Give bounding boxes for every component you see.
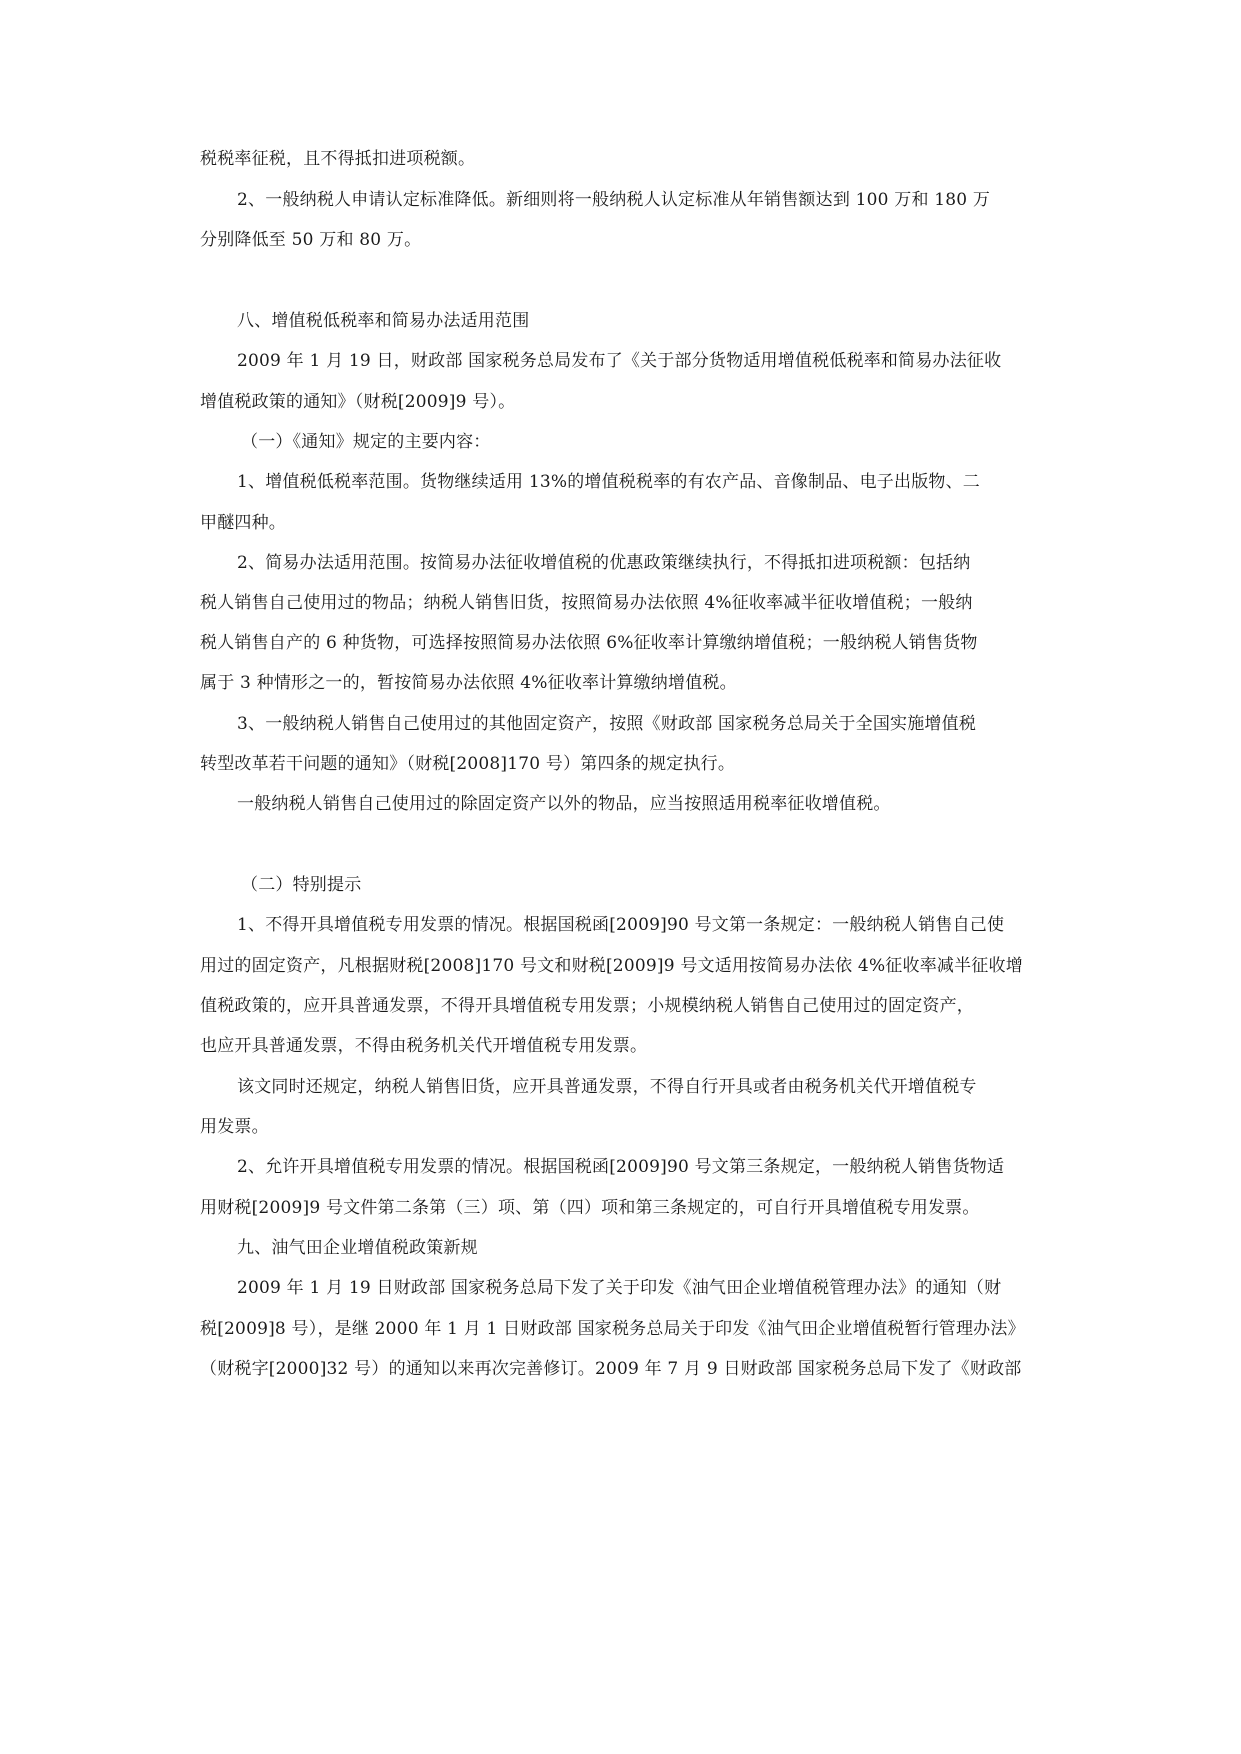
text-line: 用发票。 — [200, 1117, 269, 1137]
text-line: 甲醚四种。 — [200, 513, 286, 533]
text-line: 值税政策的，应开具普通发票，不得开具增值税专用发票；小规模纳税人销售自己使用过的固定资产， — [200, 996, 974, 1016]
subsection-heading: （一）《通知》规定的主要内容： — [241, 432, 491, 452]
text-line: 税人销售自产的 6 种货物，可选择按照简易办法依照 6%征收率计算缴纳增值税；一般纳税人销售货物 — [200, 633, 978, 653]
text-line: 增值税政策的通知》（财税[2009]9 号）。 — [200, 392, 516, 412]
text-line: 2009 年 1 月 19 日，财政部 国家税务总局发布了《关于部分货物适用增值税低税率和简易办法征收 — [237, 351, 1002, 371]
text-line: 税人销售自己使用过的物品；纳税人销售旧货，按照简易办法依照 4%征收率减半征收增值税；一般纳 — [200, 593, 973, 613]
text-line: 一般纳税人销售自己使用过的除固定资产以外的物品，应当按照适用税率征收增值税。 — [237, 794, 891, 814]
subsection-heading: （二）特别提示 — [241, 875, 362, 895]
text-line: 分别降低至 50 万和 80 万。 — [200, 230, 422, 250]
text-line: 该文同时还规定，纳税人销售旧货，应开具普通发票，不得自行开具或者由税务机关代开增值税专 — [237, 1077, 977, 1097]
text-line: 2、简易办法适用范围。按简易办法征收增值税的优惠政策继续执行，不得抵扣进项税额：包括纳 — [237, 553, 971, 573]
text-line: （财税字[2000]32 号）的通知以来再次完善修订。2009 年 7 月 9 日财政部 国家税务总局下发了《财政部 — [200, 1359, 1022, 1379]
text-line: 也应开具普通发票，不得由税务机关代开增值税专用发票。 — [200, 1036, 648, 1056]
text-line: 税[2009]8 号），是继 2000 年 1 月 1 日财政部 国家税务总局关于印发《油气田企业增值税暂行管理办法》 — [200, 1319, 1025, 1339]
text-line: 2、一般纳税人申请认定标准降低。新细则将一般纳税人认定标准从年销售额达到 100 万和 180 万 — [237, 190, 991, 210]
text-line: 用过的固定资产，凡根据财税[2008]170 号文和财税[2009]9 号文适用按简易办法依 4%征收率减半征收增 — [200, 956, 1023, 976]
text-line: 税税率征税，且不得抵扣进项税额。 — [200, 149, 476, 169]
text-line: 用财税[2009]9 号文件第二条第（三）项、第（四）项和第三条规定的，可自行开具增值税专用发票。 — [200, 1198, 980, 1218]
text-line: 2009 年 1 月 19 日财政部 国家税务总局下发了关于印发《油气田企业增值税管理办法》的通知（财 — [237, 1278, 1002, 1298]
text-line: 2、允许开具增值税专用发票的情况。根据国税函[2009]90 号文第三条规定，一般纳税人销售货物适 — [237, 1157, 1005, 1177]
text-line: 1、不得开具增值税专用发票的情况。根据国税函[2009]90 号文第一条规定：一般纳税人销售自己使 — [237, 915, 1005, 935]
text-line: 属于 3 种情形之一的，暂按简易办法依照 4%征收率计算缴纳增值税。 — [200, 673, 737, 693]
text-line: 转型改革若干问题的通知》（财税[2008]170 号）第四条的规定执行。 — [200, 754, 736, 774]
text-line: 3、一般纳税人销售自己使用过的其他固定资产，按照《财政部 国家税务总局关于全国实施增值税 — [237, 714, 977, 734]
text-line: 1、增值税低税率范围。货物继续适用 13%的增值税税率的有农产品、音像制品、电子出版物、二 — [237, 472, 981, 492]
section-heading: 九、油气田企业增值税政策新规 — [237, 1238, 478, 1258]
section-heading: 八、增值税低税率和简易办法适用范围 — [237, 311, 530, 331]
